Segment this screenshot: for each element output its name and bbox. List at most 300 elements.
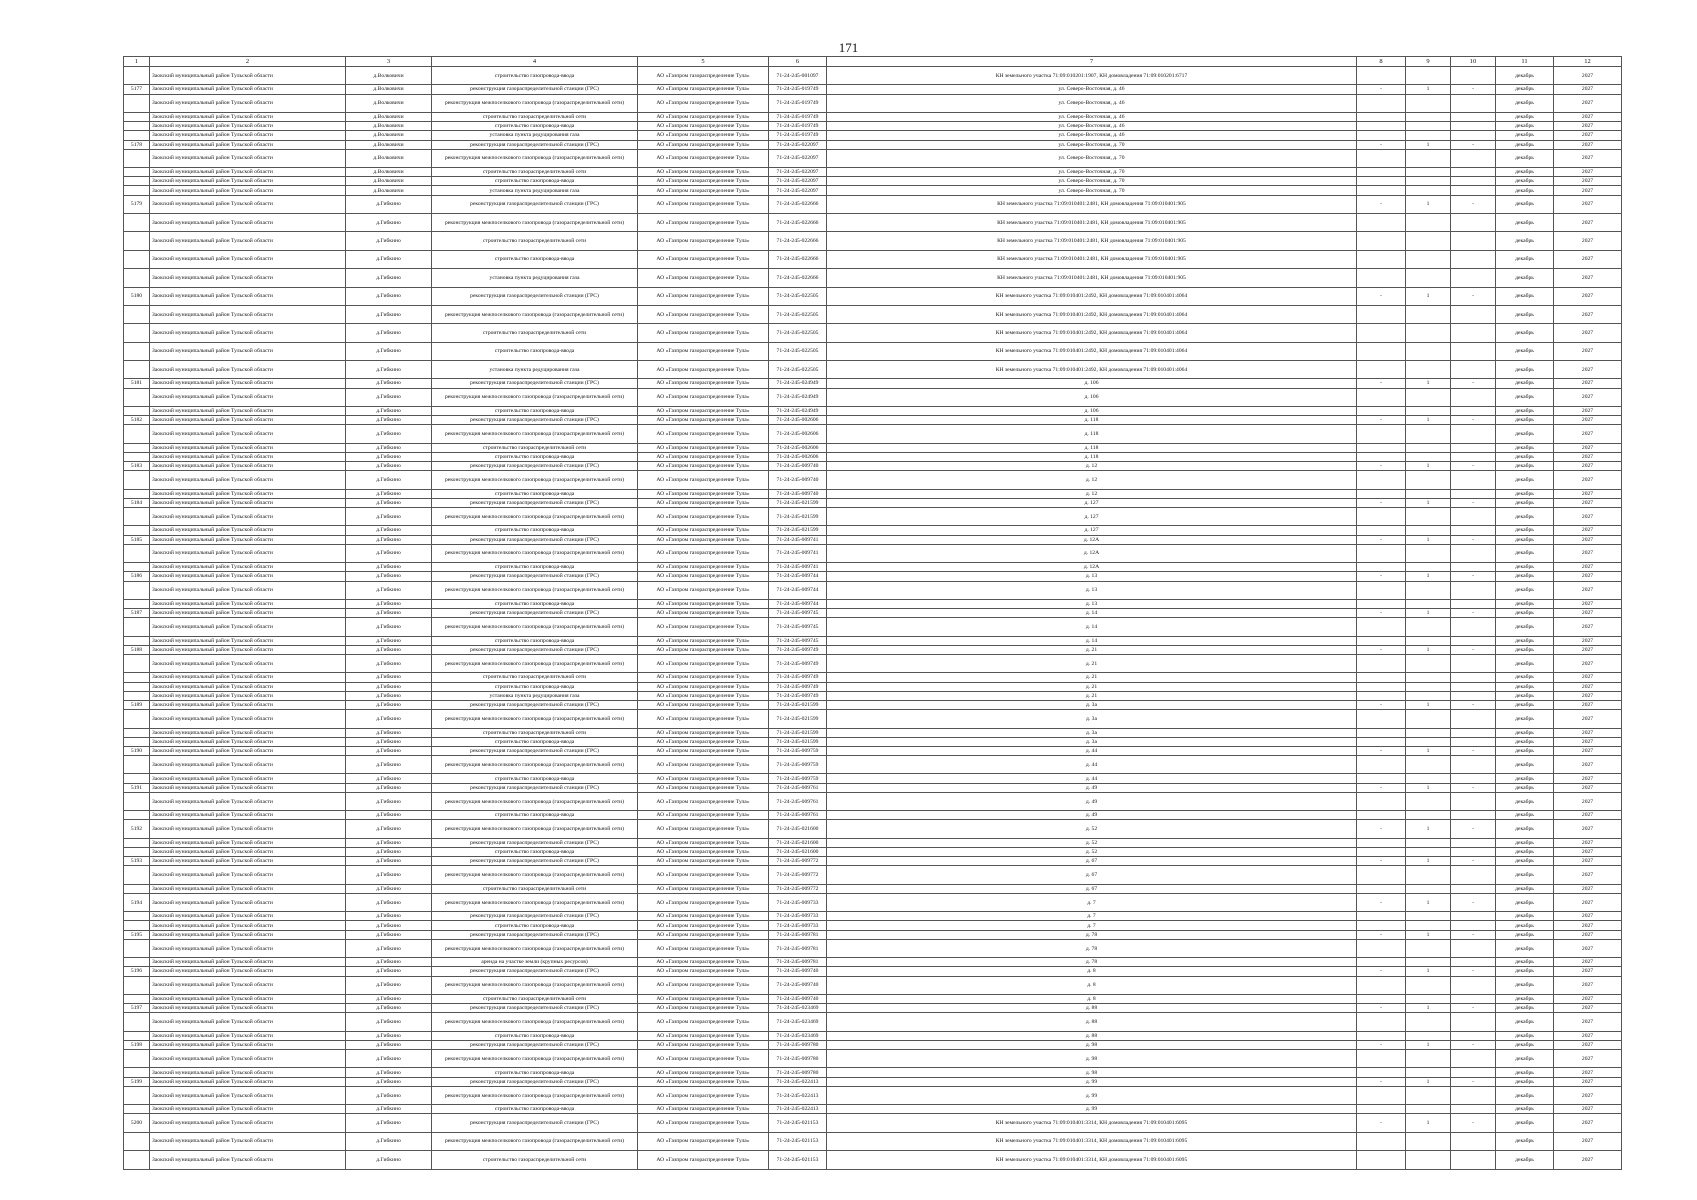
table-row (124, 912, 1622, 921)
object-code-cell: 71-24-245-009733 (769, 921, 827, 930)
col-10-cell (1451, 884, 1496, 893)
table-row (124, 847, 1622, 856)
company-cell: АО «Газпром газораспределение Тула» (638, 1031, 769, 1040)
year-cell: 2027 (1554, 416, 1622, 425)
district-cell: Заокский муниципальный район Тульской области (150, 976, 346, 994)
district-cell: Заокский муниципальный район Тульской области (150, 287, 346, 305)
locality-cell: д.Гибкино (346, 884, 432, 893)
month-cell: декабрь (1496, 912, 1554, 921)
col-9-cell: 1 (1406, 857, 1451, 866)
table-row (124, 112, 1622, 121)
col-8-cell: - (1357, 535, 1406, 544)
col-9-cell (1406, 774, 1451, 783)
month-cell: декабрь (1496, 857, 1554, 866)
table-row (124, 122, 1622, 131)
year-cell: 2027 (1554, 195, 1622, 213)
row-number-cell: 5188 (124, 645, 150, 654)
address-cell: ул. Северо-Восточная, д. 46 (827, 85, 1357, 94)
col-10-cell (1451, 544, 1496, 562)
locality-cell: д.Гибкино (346, 471, 432, 489)
company-cell: АО «Газпром газораспределение Тула» (638, 618, 769, 636)
table-row (124, 1077, 1622, 1086)
row-number-cell (124, 122, 150, 131)
col-8-cell (1357, 67, 1406, 85)
col-9-cell: 1 (1406, 930, 1451, 939)
locality-cell: д.Гибкино (346, 425, 432, 443)
month-cell: декабрь (1496, 737, 1554, 746)
company-cell: АО «Газпром газораспределение Тула» (638, 112, 769, 121)
work-type-cell: реконструкция газораспределительной станции (ГРС) (432, 967, 638, 976)
work-type-cell: строительство газораспределительной сети (432, 112, 638, 121)
object-code-cell: 71-24-245-023469 (769, 1031, 827, 1040)
object-code-cell: 71-24-245-021599 (769, 526, 827, 535)
object-code-cell: 71-24-245-009733 (769, 893, 827, 911)
address-cell: КН земельного участка 71:09:010401:2492, КН домовладения 71:09:010401:4064 (827, 287, 1357, 305)
col-8-cell (1357, 168, 1406, 177)
col-9-cell (1406, 489, 1451, 498)
locality-cell: д.Волковичи (346, 149, 432, 167)
year-cell: 2027 (1554, 737, 1622, 746)
object-code-cell: 71-24-245-009781 (769, 939, 827, 957)
year-cell: 2027 (1554, 682, 1622, 691)
locality-cell: д.Гибкино (346, 930, 432, 939)
object-code-cell: 71-24-245-009772 (769, 884, 827, 893)
company-cell: АО «Газпром газораспределение Тула» (638, 746, 769, 755)
work-type-cell: строительство газораспределительной сети (432, 168, 638, 177)
col-9-cell (1406, 599, 1451, 608)
month-cell: декабрь (1496, 67, 1554, 85)
locality-cell: д.Гибкино (346, 250, 432, 268)
work-type-cell: реконструкция межпоселкового газопровода (газораспределительной сети) (432, 820, 638, 838)
col-8-cell: - (1357, 195, 1406, 213)
col-header-12: 12 (1554, 57, 1622, 67)
table-row (124, 682, 1622, 691)
object-code-cell: 71-24-245-024949 (769, 388, 827, 406)
col-8-cell (1357, 544, 1406, 562)
district-cell: Заокский муниципальный район Тульской области (150, 645, 346, 654)
object-code-cell: 71-24-245-019749 (769, 94, 827, 112)
object-code-cell: 71-24-245-009740 (769, 976, 827, 994)
col-10-cell (1451, 1151, 1496, 1170)
locality-cell: д.Гибкино (346, 1050, 432, 1068)
address-cell: д. 78 (827, 939, 1357, 957)
col-10-cell (1451, 94, 1496, 112)
locality-cell: д.Гибкино (346, 1013, 432, 1031)
district-cell: Заокский муниципальный район Тульской области (150, 508, 346, 526)
object-code-cell: 71-24-245-002606 (769, 452, 827, 461)
address-cell: ул. Северо-Восточная, д. 70 (827, 140, 1357, 149)
company-cell: АО «Газпром газораспределение Тула» (638, 1004, 769, 1013)
col-8-cell: - (1357, 85, 1406, 94)
work-type-cell: строительство газопровода-ввода (432, 636, 638, 645)
col-10-cell (1451, 406, 1496, 415)
object-code-cell: 71-24-245-022666 (769, 269, 827, 287)
company-cell: АО «Газпром газораспределение Тула» (638, 893, 769, 911)
address-cell: д. 98 (827, 1040, 1357, 1049)
col-9-cell (1406, 131, 1451, 140)
table-row (124, 177, 1622, 186)
col-8-cell (1357, 682, 1406, 691)
locality-cell: д.Гибкино (346, 976, 432, 994)
col-8-cell (1357, 599, 1406, 608)
locality-cell: д.Гибкино (346, 1114, 432, 1132)
col-9-cell (1406, 250, 1451, 268)
object-code-cell: 71-24-245-022666 (769, 195, 827, 213)
col-9-cell (1406, 1132, 1451, 1150)
company-cell: АО «Газпром газораспределение Тула» (638, 452, 769, 461)
table-row (124, 655, 1622, 673)
col-8-cell (1357, 149, 1406, 167)
company-cell: АО «Газпром газораспределение Тула» (638, 1040, 769, 1049)
district-cell: Заокский муниципальный район Тульской области (150, 85, 346, 94)
table-row (124, 976, 1622, 994)
row-number-cell (124, 131, 150, 140)
district-cell: Заокский муниципальный район Тульской области (150, 214, 346, 232)
col-10-cell (1451, 756, 1496, 774)
row-number-cell: 5185 (124, 535, 150, 544)
col-9-cell (1406, 958, 1451, 967)
table-row (124, 379, 1622, 388)
object-code-cell: 71-24-245-024949 (769, 379, 827, 388)
col-10-cell: - (1451, 379, 1496, 388)
object-code-cell: 71-24-245-022505 (769, 361, 827, 379)
col-10-cell: - (1451, 857, 1496, 866)
col-10-cell (1451, 682, 1496, 691)
col-10-cell: - (1451, 462, 1496, 471)
col-8-cell (1357, 838, 1406, 847)
year-cell: 2027 (1554, 526, 1622, 535)
locality-cell: д.Гибкино (346, 710, 432, 728)
work-type-cell: реконструкция межпоселкового газопровода (газораспределительной сети) (432, 508, 638, 526)
address-cell: д. 127 (827, 498, 1357, 507)
address-cell: д. 8 (827, 976, 1357, 994)
col-8-cell: - (1357, 140, 1406, 149)
table-row (124, 939, 1622, 957)
row-number-cell (124, 847, 150, 856)
work-type-cell: реконструкция межпоселкового газопровода (газораспределительной сети) (432, 1013, 638, 1031)
col-8-cell (1357, 131, 1406, 140)
month-cell: декабрь (1496, 645, 1554, 654)
locality-cell: д.Гибкино (346, 967, 432, 976)
table-row (124, 462, 1622, 471)
col-10-cell (1451, 425, 1496, 443)
district-cell: Заокский муниципальный район Тульской области (150, 324, 346, 342)
month-cell: декабрь (1496, 700, 1554, 709)
locality-cell: д.Гибкино (346, 645, 432, 654)
year-cell: 2027 (1554, 462, 1622, 471)
col-8-cell (1357, 94, 1406, 112)
year-cell: 2027 (1554, 471, 1622, 489)
month-cell: декабрь (1496, 269, 1554, 287)
col-10-cell (1451, 691, 1496, 700)
address-cell: КН земельного участка 71:09:010401:2492, КН домовладения 71:09:010401:4064 (827, 305, 1357, 323)
address-cell: д. 67 (827, 866, 1357, 884)
month-cell: декабрь (1496, 122, 1554, 131)
month-cell: декабрь (1496, 682, 1554, 691)
work-type-cell: реконструкция межпоселкового газопровода (газораспределительной сети) (432, 710, 638, 728)
work-type-cell: реконструкция газораспределительной станции (ГРС) (432, 746, 638, 755)
table-row (124, 1031, 1622, 1040)
district-cell: Заокский муниципальный район Тульской области (150, 756, 346, 774)
address-cell: д. 13 (827, 599, 1357, 608)
year-cell: 2027 (1554, 691, 1622, 700)
address-cell: КН земельного участка 71:09:010401:3314, КН домовладения 71:09:010401:6095 (827, 1114, 1357, 1132)
col-10-cell (1451, 508, 1496, 526)
col-10-cell (1451, 728, 1496, 737)
object-code-cell: 71-24-245-022097 (769, 177, 827, 186)
work-type-cell: реконструкция газораспределительной станции (ГРС) (432, 700, 638, 709)
company-cell: АО «Газпром газораспределение Тула» (638, 535, 769, 544)
company-cell: АО «Газпром газораспределение Тула» (638, 149, 769, 167)
row-number-cell (124, 1132, 150, 1150)
month-cell: декабрь (1496, 379, 1554, 388)
address-cell: д. 44 (827, 774, 1357, 783)
locality-cell: д.Волковичи (346, 67, 432, 85)
table-row (124, 342, 1622, 360)
month-cell: декабрь (1496, 388, 1554, 406)
object-code-cell: 71-24-245-002606 (769, 416, 827, 425)
col-9-cell: 1 (1406, 498, 1451, 507)
year-cell: 2027 (1554, 563, 1622, 572)
locality-cell: д.Гибкино (346, 838, 432, 847)
col-10-cell (1451, 599, 1496, 608)
row-number-cell (124, 618, 150, 636)
row-number-cell (124, 67, 150, 85)
object-code-cell: 71-24-245-021599 (769, 737, 827, 746)
col-8-cell (1357, 324, 1406, 342)
locality-cell: д.Гибкино (346, 324, 432, 342)
company-cell: АО «Газпром газораспределение Тула» (638, 820, 769, 838)
month-cell: декабрь (1496, 820, 1554, 838)
col-10-cell: - (1451, 645, 1496, 654)
company-cell: АО «Газпром газораспределение Тула» (638, 673, 769, 682)
address-cell: д. 3а (827, 728, 1357, 737)
year-cell: 2027 (1554, 140, 1622, 149)
address-cell: д. 106 (827, 388, 1357, 406)
row-number-cell (124, 406, 150, 415)
address-cell: ул. Северо-Восточная, д. 70 (827, 168, 1357, 177)
address-cell: д. 13 (827, 581, 1357, 599)
company-cell: АО «Газпром газораспределение Тула» (638, 1077, 769, 1086)
table-row (124, 636, 1622, 645)
col-9-cell (1406, 324, 1451, 342)
work-type-cell: реконструкция газораспределительной станции (ГРС) (432, 1077, 638, 1086)
year-cell: 2027 (1554, 131, 1622, 140)
month-cell: декабрь (1496, 728, 1554, 737)
col-10-cell (1451, 673, 1496, 682)
table-row (124, 1040, 1622, 1049)
locality-cell: д.Гибкино (346, 1031, 432, 1040)
object-code-cell: 71-24-245-009749 (769, 691, 827, 700)
object-code-cell: 71-24-245-009780 (769, 1040, 827, 1049)
locality-cell: д.Гибкино (346, 609, 432, 618)
locality-cell: д.Гибкино (346, 857, 432, 866)
col-9-cell: 1 (1406, 783, 1451, 792)
address-cell: д. 118 (827, 452, 1357, 461)
col-9-cell (1406, 939, 1451, 957)
col-8-cell (1357, 691, 1406, 700)
col-9-cell (1406, 186, 1451, 195)
year-cell: 2027 (1554, 498, 1622, 507)
month-cell: декабрь (1496, 930, 1554, 939)
col-10-cell: - (1451, 893, 1496, 911)
address-cell: д. 21 (827, 691, 1357, 700)
locality-cell: д.Гибкино (346, 820, 432, 838)
col-10-cell (1451, 618, 1496, 636)
year-cell: 2027 (1554, 618, 1622, 636)
year-cell: 2027 (1554, 489, 1622, 498)
district-cell: Заокский муниципальный район Тульской области (150, 811, 346, 820)
table-row (124, 168, 1622, 177)
col-8-cell (1357, 655, 1406, 673)
address-cell: ул. Северо-Восточная, д. 46 (827, 122, 1357, 131)
row-number-cell: 5194 (124, 893, 150, 911)
address-cell: д. 12 (827, 471, 1357, 489)
row-number-cell (124, 269, 150, 287)
row-number-cell (124, 737, 150, 746)
col-8-cell: - (1357, 746, 1406, 755)
locality-cell: д.Волковичи (346, 177, 432, 186)
row-number-cell (124, 673, 150, 682)
year-cell: 2027 (1554, 388, 1622, 406)
company-cell: АО «Газпром газораспределение Тула» (638, 1105, 769, 1114)
col-8-cell (1357, 618, 1406, 636)
company-cell: АО «Газпром газораспределение Тула» (638, 416, 769, 425)
company-cell: АО «Газпром газораспределение Тула» (638, 214, 769, 232)
work-type-cell: реконструкция газораспределительной станции (ГРС) (432, 1114, 638, 1132)
district-cell: Заокский муниципальный район Тульской области (150, 599, 346, 608)
row-number-cell (124, 710, 150, 728)
district-cell: Заокский муниципальный район Тульской области (150, 921, 346, 930)
object-code-cell: 71-24-245-009741 (769, 563, 827, 572)
work-type-cell: строительство газораспределительной сети (432, 994, 638, 1003)
work-type-cell: строительство газопровода-ввода (432, 1068, 638, 1077)
district-cell: Заокский муниципальный район Тульской области (150, 1151, 346, 1170)
work-type-cell: строительство газопровода-ввода (432, 122, 638, 131)
table-row (124, 425, 1622, 443)
col-8-cell (1357, 636, 1406, 645)
col-8-cell (1357, 406, 1406, 415)
address-cell: КН земельного участка 71:09:010201:1907, КН домовладения 71:09:010201:6717 (827, 67, 1357, 85)
work-type-cell: реконструкция межпоселкового газопровода (газораспределительной сети) (432, 976, 638, 994)
year-cell: 2027 (1554, 361, 1622, 379)
object-code-cell: 71-24-245-022505 (769, 305, 827, 323)
row-number-cell (124, 452, 150, 461)
address-cell: д. 78 (827, 958, 1357, 967)
object-code-cell: 71-24-245-019749 (769, 122, 827, 131)
work-type-cell: строительство газораспределительной сети (432, 728, 638, 737)
address-cell: д. 21 (827, 673, 1357, 682)
col-header-2: 2 (150, 57, 346, 67)
table-row (124, 149, 1622, 167)
col-10-cell: - (1451, 1077, 1496, 1086)
year-cell: 2027 (1554, 994, 1622, 1003)
col-9-cell (1406, 756, 1451, 774)
table-row (124, 250, 1622, 268)
year-cell: 2027 (1554, 930, 1622, 939)
table-row (124, 820, 1622, 838)
address-cell: д. 3а (827, 737, 1357, 746)
row-number-cell (124, 489, 150, 498)
year-cell: 2027 (1554, 508, 1622, 526)
district-cell: Заокский муниципальный район Тульской области (150, 1105, 346, 1114)
year-cell: 2027 (1554, 305, 1622, 323)
col-8-cell (1357, 122, 1406, 131)
year-cell: 2027 (1554, 866, 1622, 884)
locality-cell: д.Гибкино (346, 1004, 432, 1013)
district-cell: Заокский муниципальный район Тульской области (150, 792, 346, 810)
locality-cell: д.Волковичи (346, 186, 432, 195)
locality-cell: д.Гибкино (346, 526, 432, 535)
table-row (124, 811, 1622, 820)
col-8-cell (1357, 361, 1406, 379)
work-type-cell: строительство газопровода-ввода (432, 774, 638, 783)
object-code-cell: 71-24-245-009761 (769, 792, 827, 810)
col-8-cell (1357, 232, 1406, 250)
locality-cell: д.Гибкино (346, 232, 432, 250)
year-cell: 2027 (1554, 921, 1622, 930)
company-cell: АО «Газпром газораспределение Тула» (638, 783, 769, 792)
month-cell: декабрь (1496, 838, 1554, 847)
col-9-cell (1406, 838, 1451, 847)
object-code-cell: 71-24-245-022413 (769, 1086, 827, 1104)
work-type-cell: реконструкция межпоселкового газопровода (газораспределительной сети) (432, 471, 638, 489)
month-cell: декабрь (1496, 811, 1554, 820)
locality-cell: д.Гибкино (346, 489, 432, 498)
month-cell: декабрь (1496, 1004, 1554, 1013)
month-cell: декабрь (1496, 783, 1554, 792)
year-cell: 2027 (1554, 269, 1622, 287)
address-cell: КН земельного участка 71:09:010401:2492, КН домовладения 71:09:010401:4064 (827, 324, 1357, 342)
locality-cell: д.Гибкино (346, 655, 432, 673)
month-cell: декабрь (1496, 1132, 1554, 1150)
object-code-cell: 71-24-245-009749 (769, 645, 827, 654)
col-8-cell (1357, 792, 1406, 810)
col-10-cell (1451, 269, 1496, 287)
row-number-cell: 5186 (124, 572, 150, 581)
col-10-cell (1451, 774, 1496, 783)
col-8-cell (1357, 958, 1406, 967)
object-code-cell: 71-24-245-022666 (769, 214, 827, 232)
col-8-cell (1357, 866, 1406, 884)
col-10-cell (1451, 1031, 1496, 1040)
col-9-cell (1406, 1050, 1451, 1068)
row-number-cell (124, 94, 150, 112)
col-10-cell (1451, 1086, 1496, 1104)
object-code-cell: 71-24-245-022097 (769, 140, 827, 149)
table-row (124, 489, 1622, 498)
col-9-cell: 1 (1406, 1077, 1451, 1086)
company-cell: АО «Газпром газораспределение Тула» (638, 269, 769, 287)
col-8-cell: - (1357, 893, 1406, 911)
company-cell: АО «Газпром газораспределение Тула» (638, 462, 769, 471)
year-cell: 2027 (1554, 609, 1622, 618)
year-cell: 2027 (1554, 94, 1622, 112)
table-row (124, 195, 1622, 213)
col-8-cell: - (1357, 783, 1406, 792)
col-9-cell (1406, 618, 1451, 636)
object-code-cell: 71-24-245-009745 (769, 609, 827, 618)
object-code-cell: 71-24-245-009745 (769, 636, 827, 645)
locality-cell: д.Гибкино (346, 1151, 432, 1170)
col-9-cell (1406, 976, 1451, 994)
col-header-6: 6 (769, 57, 827, 67)
month-cell: декабрь (1496, 186, 1554, 195)
col-8-cell: - (1357, 700, 1406, 709)
col-9-cell (1406, 710, 1451, 728)
col-10-cell (1451, 250, 1496, 268)
col-9-cell: 1 (1406, 287, 1451, 305)
